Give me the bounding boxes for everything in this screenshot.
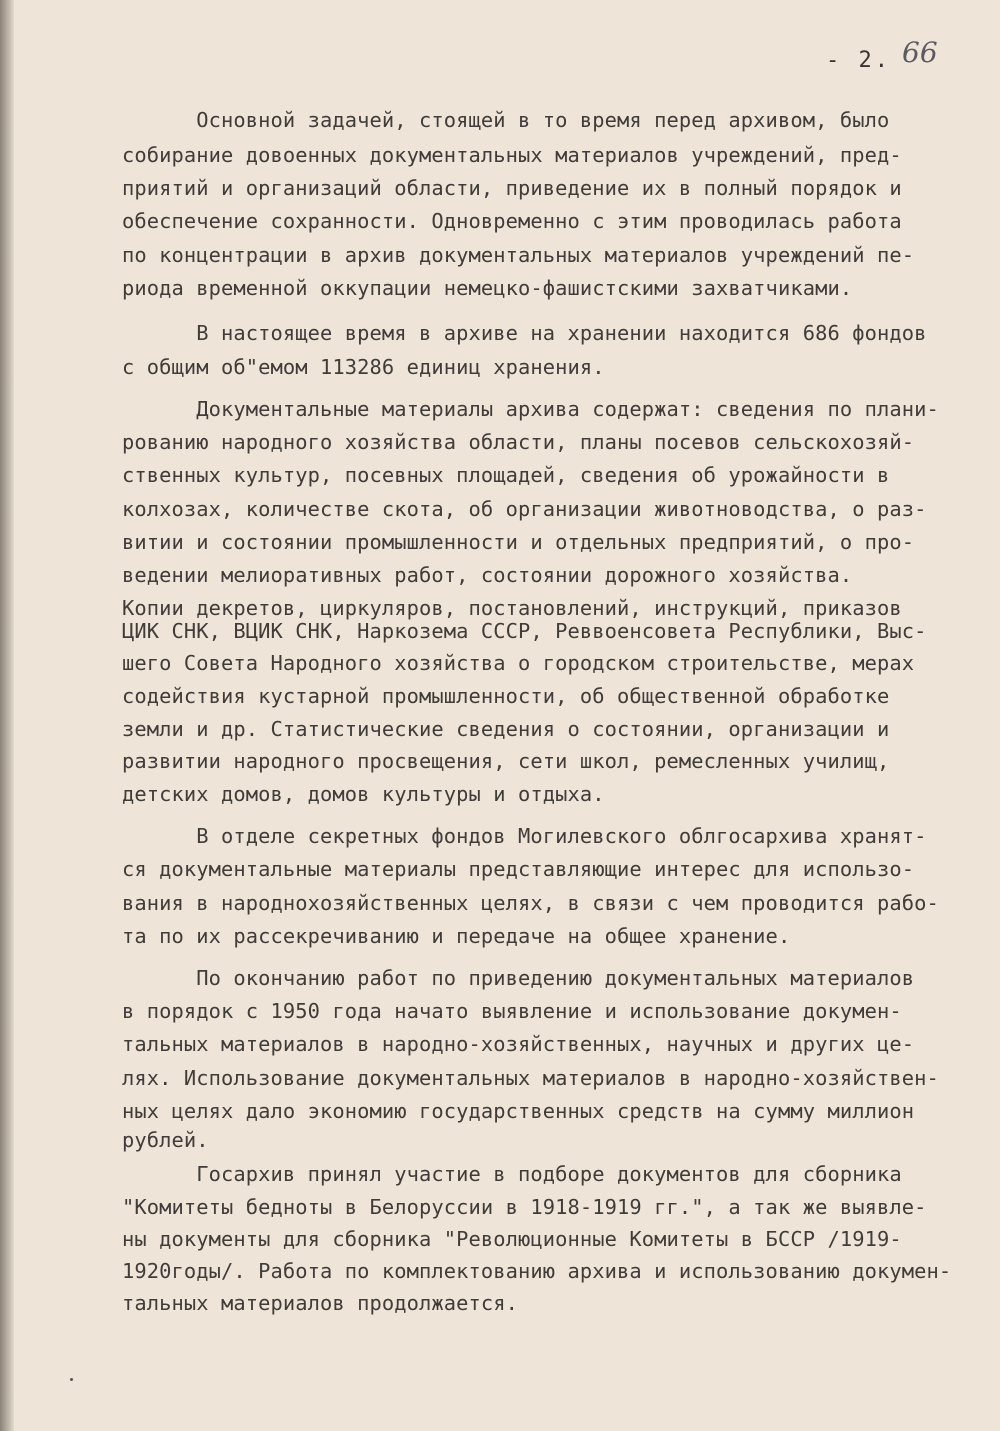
- text-line: витии и состоянии промышленности и отдельных предприятий, о про-: [122, 530, 915, 554]
- text-line: земли и др. Статистические сведения о состоянии, организации и: [122, 717, 890, 741]
- ink-speck: [70, 1378, 73, 1381]
- text-line: развитии народного просвещения, сети школ, ремесленных училищ,: [122, 749, 890, 773]
- text-line: Копии декретов, циркуляров, постановлений, инструкций, приказов: [122, 596, 902, 620]
- text-line: с общим об"емом 113286 единиц хранения.: [122, 355, 605, 379]
- page-edge-shadow: [0, 0, 14, 1431]
- text-line: собирание довоенных документальных материалов учреждений, пред-: [122, 143, 902, 167]
- text-line: рованию народного хозяйства области, планы посевов сельскохозяй-: [122, 430, 915, 454]
- text-line: вания в народнохозяйственных целях, в связи с чем проводится рабо-: [122, 891, 939, 915]
- handwritten-folio-number: 66: [902, 36, 938, 69]
- text-line: ведении мелиоративных работ, состоянии дорожного хозяйства.: [122, 563, 853, 587]
- text-line: обеспечение сохранности. Одновременно с этим проводилась работа: [122, 209, 902, 233]
- text-line: По окончанию работ по приведению документальных материалов: [122, 966, 915, 990]
- text-line: В отделе секретных фондов Могилевского облгосархива хранят-: [122, 824, 927, 848]
- text-line: тальных материалов в народно-хозяйственных, научных и других це-: [122, 1032, 915, 1056]
- text-line: Документальные материалы архива содержат: сведения по плани-: [122, 397, 939, 421]
- text-line: ны документы для сборника "Революционные Комитеты в БССР /1919-: [122, 1227, 902, 1251]
- text-line: риода временной оккупации немецко-фашистскими захватчиками.: [122, 276, 853, 300]
- text-line: рублей.: [122, 1128, 209, 1152]
- text-line: Госархив принял участие в подборе документов для сборника: [122, 1162, 902, 1186]
- text-line: та по их рассекречиванию и передаче на общее хранение.: [122, 924, 791, 948]
- text-line: лях. Использование документальных материалов в народно-хозяйствен-: [122, 1066, 939, 1090]
- text-line: колхозах, количестве скота, об организации животноводства, о раз-: [122, 497, 927, 521]
- text-line: "Комитеты бедноты в Белоруссии в 1918-1919 гг.", а так же выявле-: [122, 1195, 927, 1219]
- text-line: Основной задачей, стоящей в то время перед архивом, было: [122, 108, 890, 132]
- text-line: ся документальные материалы представляющие интерес для использо-: [122, 857, 915, 881]
- text-line: тальных материалов продолжается.: [122, 1291, 519, 1315]
- text-line: ЦИК СНК, ВЦИК СНК, Наркозема СССР, Реввоенсовета Республики, Выс-: [122, 619, 927, 643]
- text-line: детских домов, домов культуры и отдыха.: [122, 782, 605, 806]
- text-line: ственных культур, посевных площадей, сведения об урожайности в: [122, 463, 890, 487]
- text-line: содействия кустарной промышленности, об общественной обработке: [122, 684, 890, 708]
- text-line: шего Совета Народного хозяйства о городском строительстве, мерах: [122, 651, 915, 675]
- text-line: приятий и организаций области, приведение их в полный порядок и: [122, 176, 902, 200]
- text-line: по концентрации в архив документальных материалов учреждений пе-: [122, 243, 915, 267]
- text-line: ных целях дало экономию государственных средств на сумму миллион: [122, 1099, 915, 1123]
- text-line: в порядок с 1950 года начато выявление и использование докумен-: [122, 999, 902, 1023]
- page-number: - 2.: [826, 48, 891, 73]
- text-line: В настоящее время в архиве на хранении находится 686 фондов: [122, 321, 927, 345]
- text-line: 1920годы/. Работа по комплектованию архива и использованию докумен-: [122, 1259, 952, 1283]
